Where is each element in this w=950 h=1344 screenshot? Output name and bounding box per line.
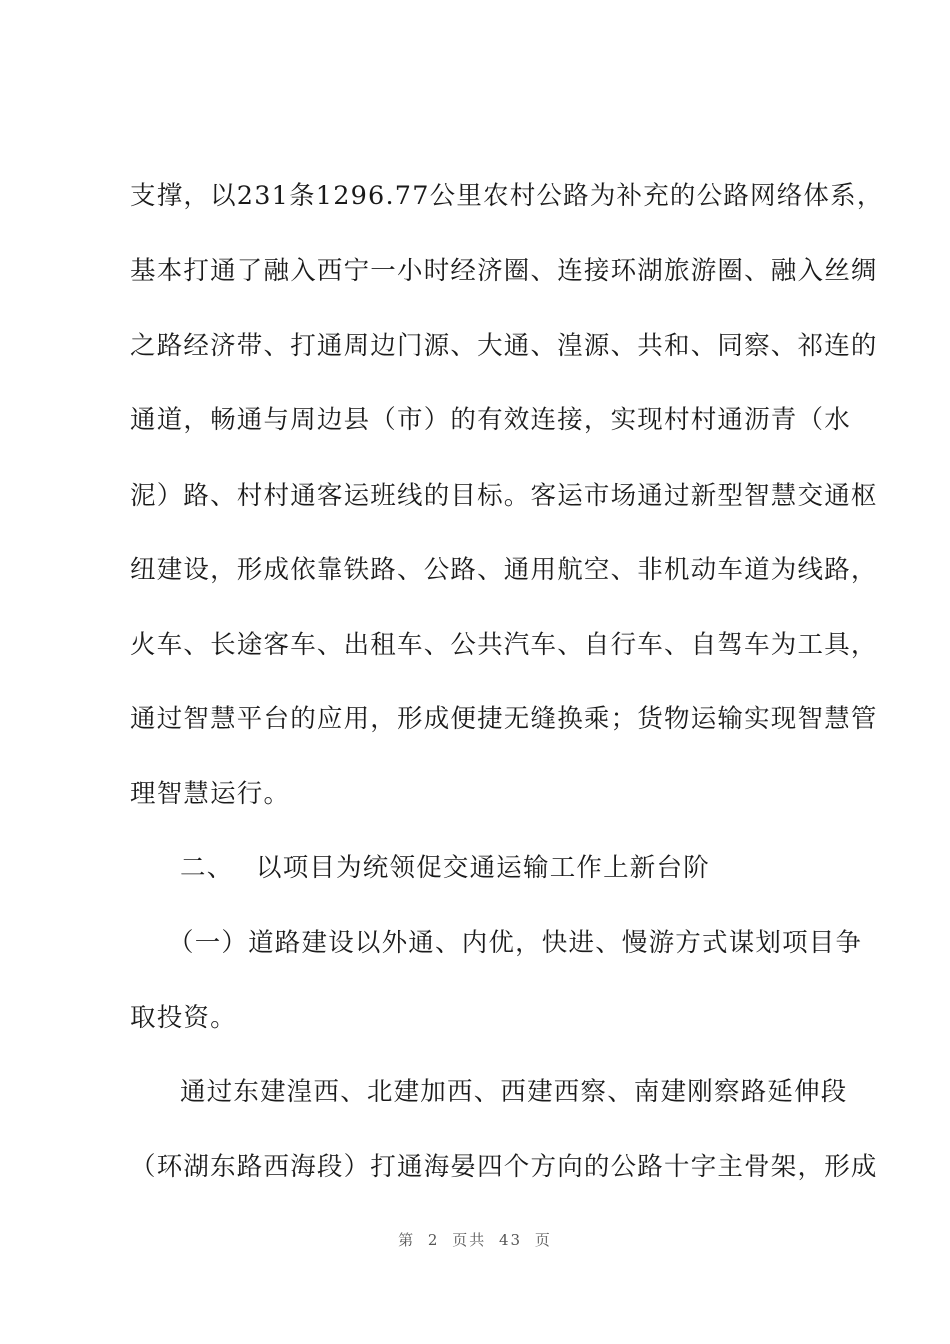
subsection-line-2: 取投资。 xyxy=(130,1003,237,1033)
section-heading-text: 以项目为统领促交通运输工作上新台阶 xyxy=(256,853,710,883)
body-line-8: 通过智慧平台的应用，形成便捷无缝换乘；货物运输实现智慧管 xyxy=(130,704,878,734)
page-footer: 第 2 页共 43 页 xyxy=(398,1231,552,1249)
body-line-9: 理智慧运行。 xyxy=(130,779,291,809)
body-line-4: 通道，畅通与周边县（市）的有效连接，实现村村通沥青（水 xyxy=(130,405,851,435)
paragraph-line-1: 通过东建湟西、北建加西、西建西察、南建刚察路延伸段 xyxy=(180,1077,848,1107)
body-line-3: 之路经济带、打通周边门源、大通、湟源、共和、同察、祁连的 xyxy=(130,331,878,361)
body-line-6: 纽建设，形成依靠铁路、公路、通用航空、非机动车道为线路， xyxy=(130,555,878,585)
body-line-7: 火车、长途客车、出租车、公共汽车、自行车、自驾车为工具， xyxy=(130,630,878,660)
body-line-2: 基本打通了融入西宁一小时经济圈、连接环湖旅游圈、融入丝绸 xyxy=(130,256,878,286)
paragraph-line-2: （环湖东路西海段）打通海晏四个方向的公路十字主骨架，形成 xyxy=(130,1152,878,1182)
body-line-1: 支撑，以231条1296.77公里农村公路为补充的公路网络体系， xyxy=(130,181,884,211)
subsection-line-1: （一）道路建设以外通、内优，快进、慢游方式谋划项目争 xyxy=(168,928,863,958)
body-line-5: 泥）路、村村通客运班线的目标。客运市场通过新型智慧交通枢 xyxy=(130,481,878,511)
section-heading-number: 二、 xyxy=(180,853,234,883)
